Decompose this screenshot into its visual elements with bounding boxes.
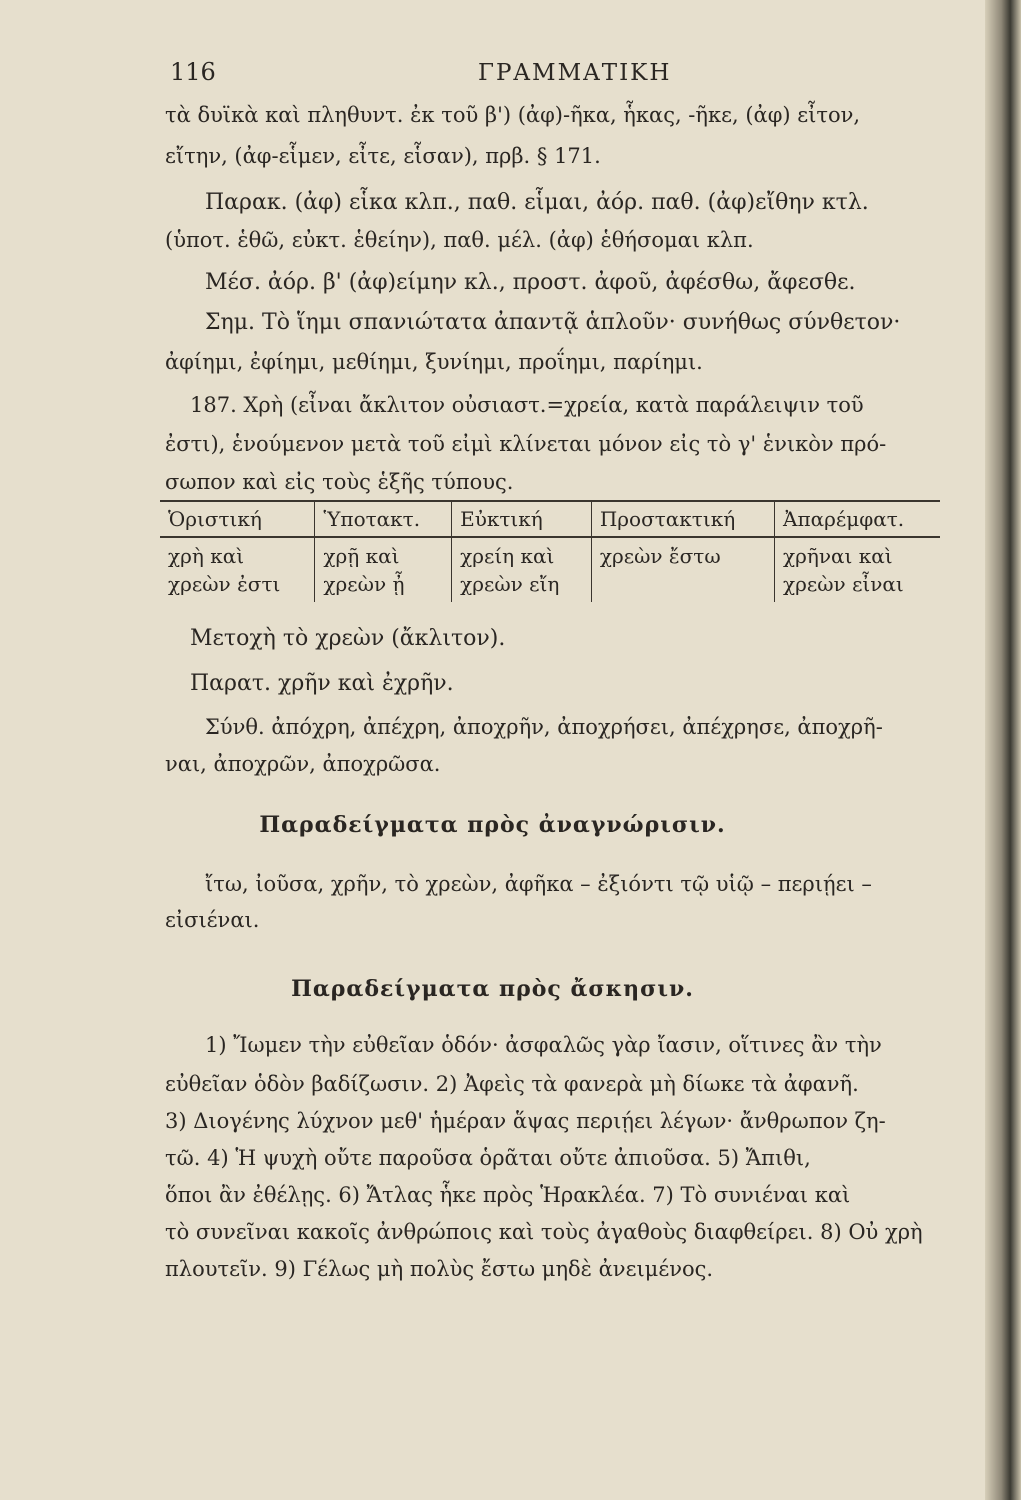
cell-line: χρεὼν ἔστω: [599, 544, 721, 568]
table-cell: [452, 537, 592, 602]
table-header: Ὑποτακτ.: [315, 501, 452, 537]
text-line: 187. Χρὴ (εἶναι ἄκλιτον οὐσιαστ.=χρεία, κατὰ παράλειψιν τοῦ: [190, 393, 864, 417]
text-line: σωπον καὶ εἰς τοὺς ἑξῆς τύπους.: [165, 470, 514, 494]
text-line: πλουτεῖν. 9) Γέλως μὴ πολὺς ἔστω μηδὲ ἀνειμένος.: [165, 1257, 714, 1281]
table-cell: [775, 537, 941, 602]
text-line: εὐθεῖαν ὁδὸν βαδίζωσιν. 2) Ἀφεὶς τὰ φανερὰ μὴ δίωκε τὰ ἀφανῆ.: [165, 1072, 859, 1096]
text-line: εἴτην, (ἀφ-εἷμεν, εἶτε, εἷσαν), πρβ. § 171.: [165, 144, 601, 168]
cell-line: χρῇ καὶ: [323, 544, 400, 568]
text-line: εἰσιέναι.: [165, 908, 260, 932]
table-header: Εὐκτική: [452, 501, 592, 537]
text-line: Μετοχὴ τὸ χρεὼν (ἄκλιτον).: [190, 626, 506, 651]
text-line: 3) Διογένης λύχνον μεθ' ἡμέραν ἅψας περιῄει λέγων· ἄνθρωπον ζη-: [165, 1109, 886, 1133]
text-line: (ὑποτ. ἑθῶ, εὐκτ. ἑθείην), παθ. μέλ. (ἀφ) ἑθήσομαι κλπ.: [165, 228, 754, 252]
section-heading: Παραδείγματα πρὸς ἄσκησιν.: [291, 976, 694, 1002]
cell-line: χρείη καὶ: [460, 544, 555, 568]
cell-line: χρῆναι καὶ: [783, 544, 893, 568]
table-cell: [591, 537, 774, 602]
text-line: 1) Ἴωμεν τὴν εὐθεῖαν ὁδόν· ἀσφαλῶς γὰρ ἴασιν, οἵτινες ἂν τὴν: [205, 1033, 882, 1057]
cell-line: χρεὼν εἴη: [460, 572, 560, 596]
cell-line: χρὴ καὶ: [168, 544, 245, 568]
text-line: Παρακ. (ἀφ) εἷκα κλπ., παθ. εἷμαι, ἀόρ. παθ. (ἀφ)εἴθην κτλ.: [205, 190, 869, 215]
table-header: Προστακτική: [591, 501, 774, 537]
cell-line: χρεὼν εἶναι: [783, 572, 904, 596]
page-number: 116: [170, 58, 216, 86]
text-line: ὅποι ἂν ἐθέλῃς. 6) Ἄτλας ἧκε πρὸς Ἡρακλέα. 7) Τὸ συνιέναι καὶ: [165, 1183, 851, 1207]
note-line: ἀφίημι, ἐφίημι, μεθίημι, ξυνίημι, προΐημι, παρίημι.: [165, 350, 703, 374]
table-header: Ἀπαρέμφατ.: [775, 501, 941, 537]
text-line: Σύνθ. ἀπόχρη, ἀπέχρη, ἀποχρῆν, ἀποχρήσει, ἀπέχρησε, ἀποχρῆ-: [205, 715, 883, 739]
page-edge: [985, 0, 1021, 1500]
text-line: ναι, ἀποχρῶν, ἀποχρῶσα.: [165, 752, 441, 776]
text-line: Μέσ. ἀόρ. β' (ἀφ)είμην κλ., προστ. ἀφοῦ, ἀφέσθω, ἄφεσθε.: [205, 270, 856, 295]
running-title: ΓΡΑΜΜΑΤΙΚΗ: [478, 60, 672, 86]
conjugation-table: [160, 500, 940, 602]
note-line: Σημ. Τὸ ἵημι σπανιώτατα ἀπαντᾷ ἁπλοῦν· συνήθως σύνθετον·: [205, 310, 901, 335]
text-line: ἐστι), ἑνούμενον μετὰ τοῦ εἰμὶ κλίνεται μόνον εἰς τὸ γ' ἑνικὸν πρό-: [165, 432, 887, 456]
table-cell: [315, 537, 452, 602]
text-line: τῶ. 4) Ἡ ψυχὴ οὔτε παροῦσα ὁρᾶται οὔτε ἀπιοῦσα. 5) Ἄπιθι,: [165, 1146, 811, 1170]
table-row: [160, 537, 940, 602]
cell-line: χρεὼν ἐστι: [168, 572, 281, 596]
section-heading: Παραδείγματα πρὸς ἀναγνώρισιν.: [259, 812, 726, 838]
text-line: τὸ συνεῖναι κακοῖς ἀνθρώποις καὶ τοὺς ἀγαθοὺς διαφθείρει. 8) Οὐ χρὴ: [165, 1220, 923, 1244]
table-cell: [160, 537, 315, 602]
table-header-row: [160, 501, 940, 537]
cell-line: χρεὼν ᾖ: [323, 572, 405, 596]
table-header: Ὁριστική: [160, 501, 315, 537]
text-line: ἴτω, ἰοῦσα, χρῆν, τὸ χρεὼν, ἀφῆκα – ἐξιόντι τῷ υἱῷ – περιῄει –: [205, 872, 872, 896]
text-line: τὰ δυϊκὰ καὶ πληθυντ. ἐκ τοῦ β') (ἀφ)-ῆκα, ἧκας, -ῆκε, (ἀφ) εἶτον,: [165, 103, 861, 127]
text-line: Παρατ. χρῆν καὶ ἐχρῆν.: [190, 671, 454, 696]
